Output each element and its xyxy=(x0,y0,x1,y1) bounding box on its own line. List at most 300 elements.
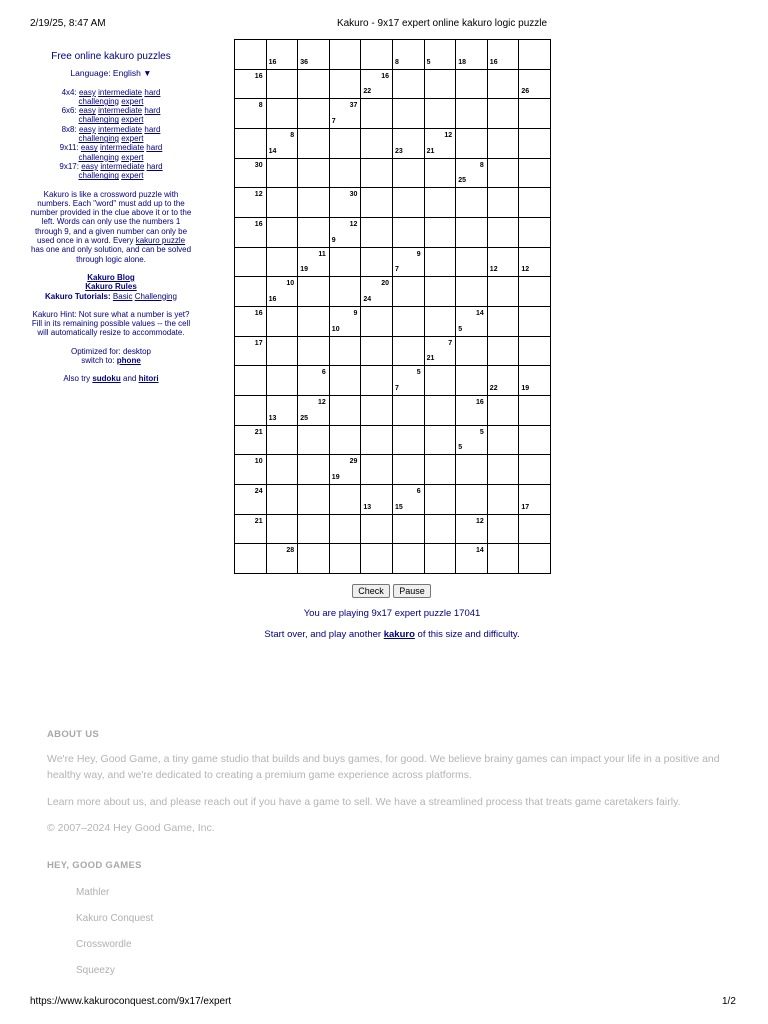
answer-cell[interactable] xyxy=(518,276,551,307)
hitori-link[interactable]: hitori xyxy=(138,374,159,384)
across-clue: 16 xyxy=(254,72,263,80)
down-clue: 26 xyxy=(521,88,530,96)
down-clue: 36 xyxy=(300,58,308,66)
kakuro-grid xyxy=(234,39,550,573)
clue-cell xyxy=(360,276,393,307)
link-6x6-intermediate[interactable]: intermediate xyxy=(98,106,143,116)
down-clue: 5 xyxy=(426,58,431,66)
answer-cell[interactable] xyxy=(360,365,393,396)
answer-cell[interactable] xyxy=(266,158,299,189)
clue-cell xyxy=(487,39,520,70)
answer-cell[interactable] xyxy=(455,336,488,367)
clue-cell xyxy=(360,484,393,515)
clue-cell xyxy=(455,395,488,426)
across-clue: 12 xyxy=(254,191,263,199)
down-clue: 25 xyxy=(458,177,466,185)
down-clue: 21 xyxy=(426,355,435,363)
answer-cell[interactable] xyxy=(487,484,520,515)
answer-cell[interactable] xyxy=(455,98,488,129)
across-clue: 16 xyxy=(254,310,263,318)
answer-cell[interactable] xyxy=(329,425,362,456)
clue-cell xyxy=(455,158,488,189)
clue-cell xyxy=(234,454,267,485)
answer-cell[interactable] xyxy=(392,98,425,129)
answer-cell[interactable] xyxy=(329,336,362,367)
game-link-mathler[interactable]: Mathler xyxy=(76,887,110,898)
clue-cell xyxy=(518,247,551,278)
switch-phone-link[interactable]: phone xyxy=(116,356,141,366)
answer-cell[interactable] xyxy=(329,128,362,159)
link-6x6-easy[interactable]: easy xyxy=(78,106,96,116)
across-clue: 6 xyxy=(321,369,326,377)
clue-cell xyxy=(392,484,425,515)
across-clue: 11 xyxy=(318,250,326,258)
down-clue: 5 xyxy=(458,444,463,452)
link-9x11-hard[interactable]: hard xyxy=(146,143,163,153)
clue-cell xyxy=(297,365,330,396)
answer-cell[interactable] xyxy=(360,247,393,278)
answer-cell[interactable] xyxy=(518,425,551,456)
device-options xyxy=(30,347,192,366)
sidebar xyxy=(30,50,192,393)
kakuro-puzzle-link[interactable]: kakuro puzzle xyxy=(135,236,186,246)
answer-cell[interactable] xyxy=(360,187,393,218)
description-text-end: has one and only solution, and can be solved through logic alone. xyxy=(30,245,192,264)
answer-cell[interactable] xyxy=(487,276,520,307)
print-datetime: 2/19/25, 8:47 AM xyxy=(30,18,106,29)
clue-cell xyxy=(234,336,267,367)
pause-button[interactable]: Pause xyxy=(393,584,431,598)
across-clue: 16 xyxy=(254,221,263,229)
link-9x17-easy[interactable]: easy xyxy=(81,161,99,171)
answer-cell[interactable] xyxy=(392,395,425,426)
answer-cell[interactable] xyxy=(266,98,299,129)
answer-cell[interactable] xyxy=(297,158,330,189)
clue-cell xyxy=(266,543,299,574)
across-clue: 12 xyxy=(349,221,358,229)
answer-cell[interactable] xyxy=(329,158,362,189)
link-4x4-easy[interactable]: easy xyxy=(78,87,96,97)
clue-cell xyxy=(297,39,330,70)
link-9x11-expert[interactable]: expert xyxy=(121,152,144,162)
link-6x6-hard[interactable]: hard xyxy=(144,106,161,116)
answer-cell[interactable] xyxy=(487,217,520,248)
answer-cell[interactable] xyxy=(266,514,299,545)
clue-cell xyxy=(234,158,267,189)
clue-cell xyxy=(487,365,520,396)
clue-cell xyxy=(234,514,267,545)
answer-cell[interactable] xyxy=(455,128,488,159)
clue-cell xyxy=(297,247,330,278)
across-clue: 12 xyxy=(317,399,326,407)
answer-cell[interactable] xyxy=(518,336,551,367)
answer-cell[interactable] xyxy=(518,98,551,129)
answer-cell[interactable] xyxy=(360,543,393,574)
also-try xyxy=(30,374,192,383)
answer-cell[interactable] xyxy=(424,158,457,189)
answer-cell[interactable] xyxy=(392,454,425,485)
link-8x8-hard[interactable]: hard xyxy=(144,124,161,134)
down-clue: 15 xyxy=(395,503,403,511)
answer-cell[interactable] xyxy=(360,425,393,456)
across-clue: 10 xyxy=(286,280,295,288)
answer-cell[interactable] xyxy=(455,69,488,100)
link-4x4-expert[interactable]: expert xyxy=(121,96,144,106)
answer-cell[interactable] xyxy=(234,276,267,307)
tutorial-challenging-link[interactable]: Challenging xyxy=(134,291,177,301)
link-9x11-challenging[interactable]: challenging xyxy=(78,152,119,162)
down-clue: 23 xyxy=(395,147,403,155)
answer-cell[interactable] xyxy=(234,128,267,159)
clue-cell xyxy=(266,276,299,307)
answer-cell[interactable] xyxy=(518,128,551,159)
link-9x17-expert[interactable]: expert xyxy=(121,171,144,181)
answer-cell[interactable] xyxy=(392,158,425,189)
answer-cell[interactable] xyxy=(297,69,330,100)
language-select[interactable]: Language: English ▼ xyxy=(70,68,152,79)
answer-cell[interactable] xyxy=(297,454,330,485)
answer-cell[interactable] xyxy=(424,484,457,515)
across-clue: 7 xyxy=(448,339,453,347)
copyright: © 2007–2024 Hey Good Game, Inc. xyxy=(47,822,215,834)
answer-cell[interactable] xyxy=(424,276,457,307)
answer-cell[interactable] xyxy=(266,187,299,218)
answer-cell[interactable] xyxy=(297,306,330,337)
answer-cell[interactable] xyxy=(360,454,393,485)
answer-cell[interactable] xyxy=(234,395,267,426)
link-9x11-intermediate[interactable]: intermediate xyxy=(100,143,145,153)
answer-cell[interactable] xyxy=(487,158,520,189)
answer-cell[interactable] xyxy=(297,336,330,367)
answer-cell[interactable] xyxy=(455,217,488,248)
answer-cell[interactable] xyxy=(297,98,330,129)
kakuro-resources xyxy=(30,273,192,301)
answer-cell[interactable] xyxy=(360,306,393,337)
answer-cell[interactable] xyxy=(266,306,299,337)
answer-cell[interactable] xyxy=(266,69,299,100)
answer-cell[interactable] xyxy=(424,425,457,456)
link-8x8-easy[interactable]: easy xyxy=(78,124,96,134)
answer-cell[interactable] xyxy=(424,543,457,574)
size-links-row-9x11 xyxy=(30,143,192,162)
clue-cell xyxy=(455,425,488,456)
answer-cell[interactable] xyxy=(297,276,330,307)
down-clue: 25 xyxy=(300,414,308,422)
answer-cell[interactable] xyxy=(360,217,393,248)
down-clue: 16 xyxy=(489,58,498,66)
down-clue: 16 xyxy=(268,58,277,66)
clue-cell xyxy=(266,39,299,70)
across-clue: 16 xyxy=(381,72,389,80)
answer-cell[interactable] xyxy=(455,187,488,218)
answer-cell[interactable] xyxy=(487,336,520,367)
clue-cell xyxy=(424,39,457,70)
across-clue: 37 xyxy=(349,102,358,110)
answer-cell[interactable] xyxy=(297,543,330,574)
print-page-number: 1/2 xyxy=(722,996,736,1007)
answer-cell[interactable] xyxy=(392,425,425,456)
answer-cell[interactable] xyxy=(392,336,425,367)
clue-cell xyxy=(424,336,457,367)
learn-more-text: Learn more about us, and please reach out if you have a game to sell. We have a streamlined process that treats game caretakers fairly. xyxy=(47,796,681,808)
size-label: 9x17: xyxy=(59,161,79,171)
clue-cell xyxy=(360,69,393,100)
answer-cell[interactable] xyxy=(329,543,362,574)
clue-cell xyxy=(329,98,362,129)
description-text: Kakuro is like a crossword puzzle with numbers. Each "word" must add up to the number provided in the clue above it or to the left. Words can only use the numbers 1 through 9, and a given number can only be used once in a word. Every xyxy=(30,189,192,246)
answer-cell[interactable] xyxy=(234,365,267,396)
answer-cell[interactable] xyxy=(518,217,551,248)
answer-cell[interactable] xyxy=(487,395,520,426)
link-4x4-hard[interactable]: hard xyxy=(144,87,161,97)
answer-cell[interactable] xyxy=(360,128,393,159)
answer-cell[interactable] xyxy=(424,395,457,426)
switch-to-label: switch to: xyxy=(81,356,115,366)
answer-cell[interactable] xyxy=(455,247,488,278)
down-clue: 18 xyxy=(458,58,466,66)
answer-cell[interactable] xyxy=(392,543,425,574)
answer-cell[interactable] xyxy=(392,276,425,307)
answer-cell[interactable] xyxy=(360,336,393,367)
across-clue: 30 xyxy=(349,191,358,199)
answer-cell[interactable] xyxy=(329,39,362,70)
answer-cell[interactable] xyxy=(518,306,551,337)
answer-cell[interactable] xyxy=(329,395,362,426)
print-page-title: Kakuro - 9x17 expert online kakuro logic puzzle xyxy=(336,18,548,29)
start-over-line xyxy=(0,629,768,640)
across-clue: 6 xyxy=(416,488,421,496)
clue-cell xyxy=(455,543,488,574)
answer-cell[interactable] xyxy=(455,454,488,485)
link-9x17-intermediate[interactable]: intermediate xyxy=(100,161,145,171)
across-clue: 12 xyxy=(475,517,484,525)
across-clue: 5 xyxy=(416,369,421,377)
answer-cell[interactable] xyxy=(487,454,520,485)
size-links-row-4x4 xyxy=(30,88,192,107)
across-clue: 14 xyxy=(475,547,484,555)
clue-cell xyxy=(234,484,267,515)
across-clue: 10 xyxy=(254,458,263,466)
down-clue: 5 xyxy=(458,325,463,333)
answer-cell[interactable] xyxy=(487,543,520,574)
answer-cell[interactable] xyxy=(487,98,520,129)
across-clue: 5 xyxy=(479,428,484,436)
answer-cell[interactable] xyxy=(424,247,457,278)
sudoku-link[interactable]: sudoku xyxy=(92,374,121,384)
answer-cell[interactable] xyxy=(266,365,299,396)
down-clue: 19 xyxy=(331,474,340,482)
answer-cell[interactable] xyxy=(329,514,362,545)
kakuro-blog-link[interactable]: Kakuro Blog xyxy=(87,272,135,282)
answer-cell[interactable] xyxy=(455,276,488,307)
answer-cell[interactable] xyxy=(297,128,330,159)
answer-cell[interactable] xyxy=(360,514,393,545)
answer-cell[interactable] xyxy=(487,514,520,545)
answer-cell[interactable] xyxy=(424,365,457,396)
print-url: https://www.kakuroconquest.com/9x17/expert xyxy=(30,996,232,1007)
tutorials-label: Kakuro Tutorials: xyxy=(45,291,111,301)
answer-cell[interactable] xyxy=(266,336,299,367)
answer-cell[interactable] xyxy=(266,484,299,515)
answer-cell[interactable] xyxy=(360,395,393,426)
across-clue: 8 xyxy=(258,102,263,110)
clue-cell xyxy=(234,39,267,70)
answer-cell[interactable] xyxy=(518,514,551,545)
clue-cell xyxy=(455,514,488,545)
across-clue: 24 xyxy=(254,488,263,496)
answer-cell[interactable] xyxy=(392,514,425,545)
answer-cell[interactable] xyxy=(360,39,393,70)
size-links xyxy=(30,88,192,181)
answer-cell[interactable] xyxy=(424,69,457,100)
link-6x6-expert[interactable]: expert xyxy=(121,115,144,125)
answer-cell[interactable] xyxy=(266,217,299,248)
link-4x4-challenging[interactable]: challenging xyxy=(78,96,119,106)
answer-cell[interactable] xyxy=(518,543,551,574)
answer-cell[interactable] xyxy=(329,247,362,278)
answer-cell[interactable] xyxy=(234,543,267,574)
across-clue: 30 xyxy=(254,161,263,169)
answer-cell[interactable] xyxy=(329,276,362,307)
size-links-row-8x8 xyxy=(30,125,192,144)
answer-cell[interactable] xyxy=(297,187,330,218)
answer-cell[interactable] xyxy=(297,217,330,248)
across-clue: 8 xyxy=(479,161,484,169)
answer-cell[interactable] xyxy=(424,187,457,218)
answer-cell[interactable] xyxy=(455,484,488,515)
answer-cell[interactable] xyxy=(487,128,520,159)
clue-cell xyxy=(518,365,551,396)
answer-cell[interactable] xyxy=(487,187,520,218)
across-clue: 29 xyxy=(349,458,358,466)
kakuro-rules-link[interactable]: Kakuro Rules xyxy=(85,282,137,292)
clue-cell xyxy=(266,128,299,159)
size-label: 8x8: xyxy=(61,124,77,134)
answer-cell[interactable] xyxy=(392,306,425,337)
clue-cell xyxy=(518,69,551,100)
size-label: 4x4: xyxy=(61,87,77,97)
answer-cell[interactable] xyxy=(518,187,551,218)
across-clue: 14 xyxy=(475,310,484,318)
across-clue: 12 xyxy=(444,132,453,139)
optimized-for-text: Optimized for: desktop xyxy=(70,346,152,356)
down-clue: 10 xyxy=(331,325,340,333)
clue-cell xyxy=(266,395,299,426)
down-clue: 13 xyxy=(363,503,372,511)
across-clue: 28 xyxy=(286,547,295,555)
clue-cell xyxy=(392,128,425,159)
answer-cell[interactable] xyxy=(487,306,520,337)
clue-cell xyxy=(518,484,551,515)
answer-cell[interactable] xyxy=(487,69,520,100)
down-clue: 9 xyxy=(331,236,336,244)
answer-cell[interactable] xyxy=(392,69,425,100)
play-another-kakuro-link[interactable]: kakuro xyxy=(383,629,415,640)
answer-cell[interactable] xyxy=(518,158,551,189)
across-clue: 21 xyxy=(254,428,263,436)
down-clue: 7 xyxy=(395,385,399,393)
link-6x6-challenging[interactable]: challenging xyxy=(78,115,119,125)
sidebar-title: Free online kakuro puzzles xyxy=(51,51,171,62)
answer-cell[interactable] xyxy=(329,365,362,396)
answer-cell[interactable] xyxy=(329,484,362,515)
game-link-crosswordle[interactable]: Crosswordle xyxy=(76,939,132,950)
across-clue: 16 xyxy=(475,399,484,407)
down-clue: 7 xyxy=(395,266,399,274)
answer-cell[interactable] xyxy=(455,365,488,396)
answer-cell[interactable] xyxy=(266,454,299,485)
game-link-kakuro-conquest[interactable]: Kakuro Conquest xyxy=(76,913,154,924)
across-clue: 17 xyxy=(254,339,263,347)
answer-cell[interactable] xyxy=(424,98,457,129)
down-clue: 19 xyxy=(521,385,530,393)
link-8x8-intermediate[interactable]: intermediate xyxy=(98,124,143,134)
down-clue: 13 xyxy=(268,414,277,422)
link-8x8-expert[interactable]: expert xyxy=(121,134,144,144)
size-links-row-9x17 xyxy=(30,162,192,181)
link-9x11-easy[interactable]: easy xyxy=(80,143,98,153)
games-heading: HEY, GOOD GAMES xyxy=(47,860,142,871)
answer-cell[interactable] xyxy=(297,484,330,515)
answer-cell[interactable] xyxy=(234,247,267,278)
clue-cell xyxy=(487,247,520,278)
down-clue: 14 xyxy=(268,147,277,155)
clue-cell xyxy=(455,39,488,70)
clue-cell xyxy=(329,187,362,218)
answer-cell[interactable] xyxy=(424,514,457,545)
down-clue: 7 xyxy=(331,117,336,125)
answer-cell[interactable] xyxy=(518,395,551,426)
answer-cell[interactable] xyxy=(424,454,457,485)
game-link-squeezy[interactable]: Squeezy xyxy=(76,965,115,976)
down-clue: 21 xyxy=(426,147,435,155)
down-clue: 17 xyxy=(521,503,530,511)
tutorial-basic-link[interactable]: Basic xyxy=(112,291,133,301)
clue-cell xyxy=(455,306,488,337)
answer-cell[interactable] xyxy=(424,306,457,337)
answer-cell[interactable] xyxy=(360,98,393,129)
size-label: 6x6: xyxy=(61,106,77,116)
answer-cell[interactable] xyxy=(297,425,330,456)
clue-cell xyxy=(234,306,267,337)
start-over-text-end: of this size and difficulty. xyxy=(417,629,520,640)
answer-cell[interactable] xyxy=(297,514,330,545)
start-over-text: Start over, and play another xyxy=(264,629,382,640)
link-9x17-hard[interactable]: hard xyxy=(146,161,163,171)
size-links-row-6x6 xyxy=(30,106,192,125)
answer-cell[interactable] xyxy=(424,217,457,248)
link-8x8-challenging[interactable]: challenging xyxy=(78,134,119,144)
answer-cell[interactable] xyxy=(392,187,425,218)
clue-cell xyxy=(234,187,267,218)
answer-cell[interactable] xyxy=(487,425,520,456)
answer-cell[interactable] xyxy=(266,425,299,456)
also-try-and: and xyxy=(123,374,137,384)
link-9x17-challenging[interactable]: challenging xyxy=(78,171,119,181)
about-heading: ABOUT US xyxy=(47,729,100,740)
answer-cell[interactable] xyxy=(518,454,551,485)
also-try-label: Also try xyxy=(63,374,91,384)
clue-cell xyxy=(392,365,425,396)
check-button[interactable]: Check xyxy=(352,584,390,598)
answer-cell[interactable] xyxy=(518,39,551,70)
clue-cell xyxy=(234,98,267,129)
answer-cell[interactable] xyxy=(329,69,362,100)
answer-cell[interactable] xyxy=(360,158,393,189)
answer-cell[interactable] xyxy=(392,217,425,248)
link-4x4-intermediate[interactable]: intermediate xyxy=(98,87,143,97)
answer-cell[interactable] xyxy=(266,247,299,278)
